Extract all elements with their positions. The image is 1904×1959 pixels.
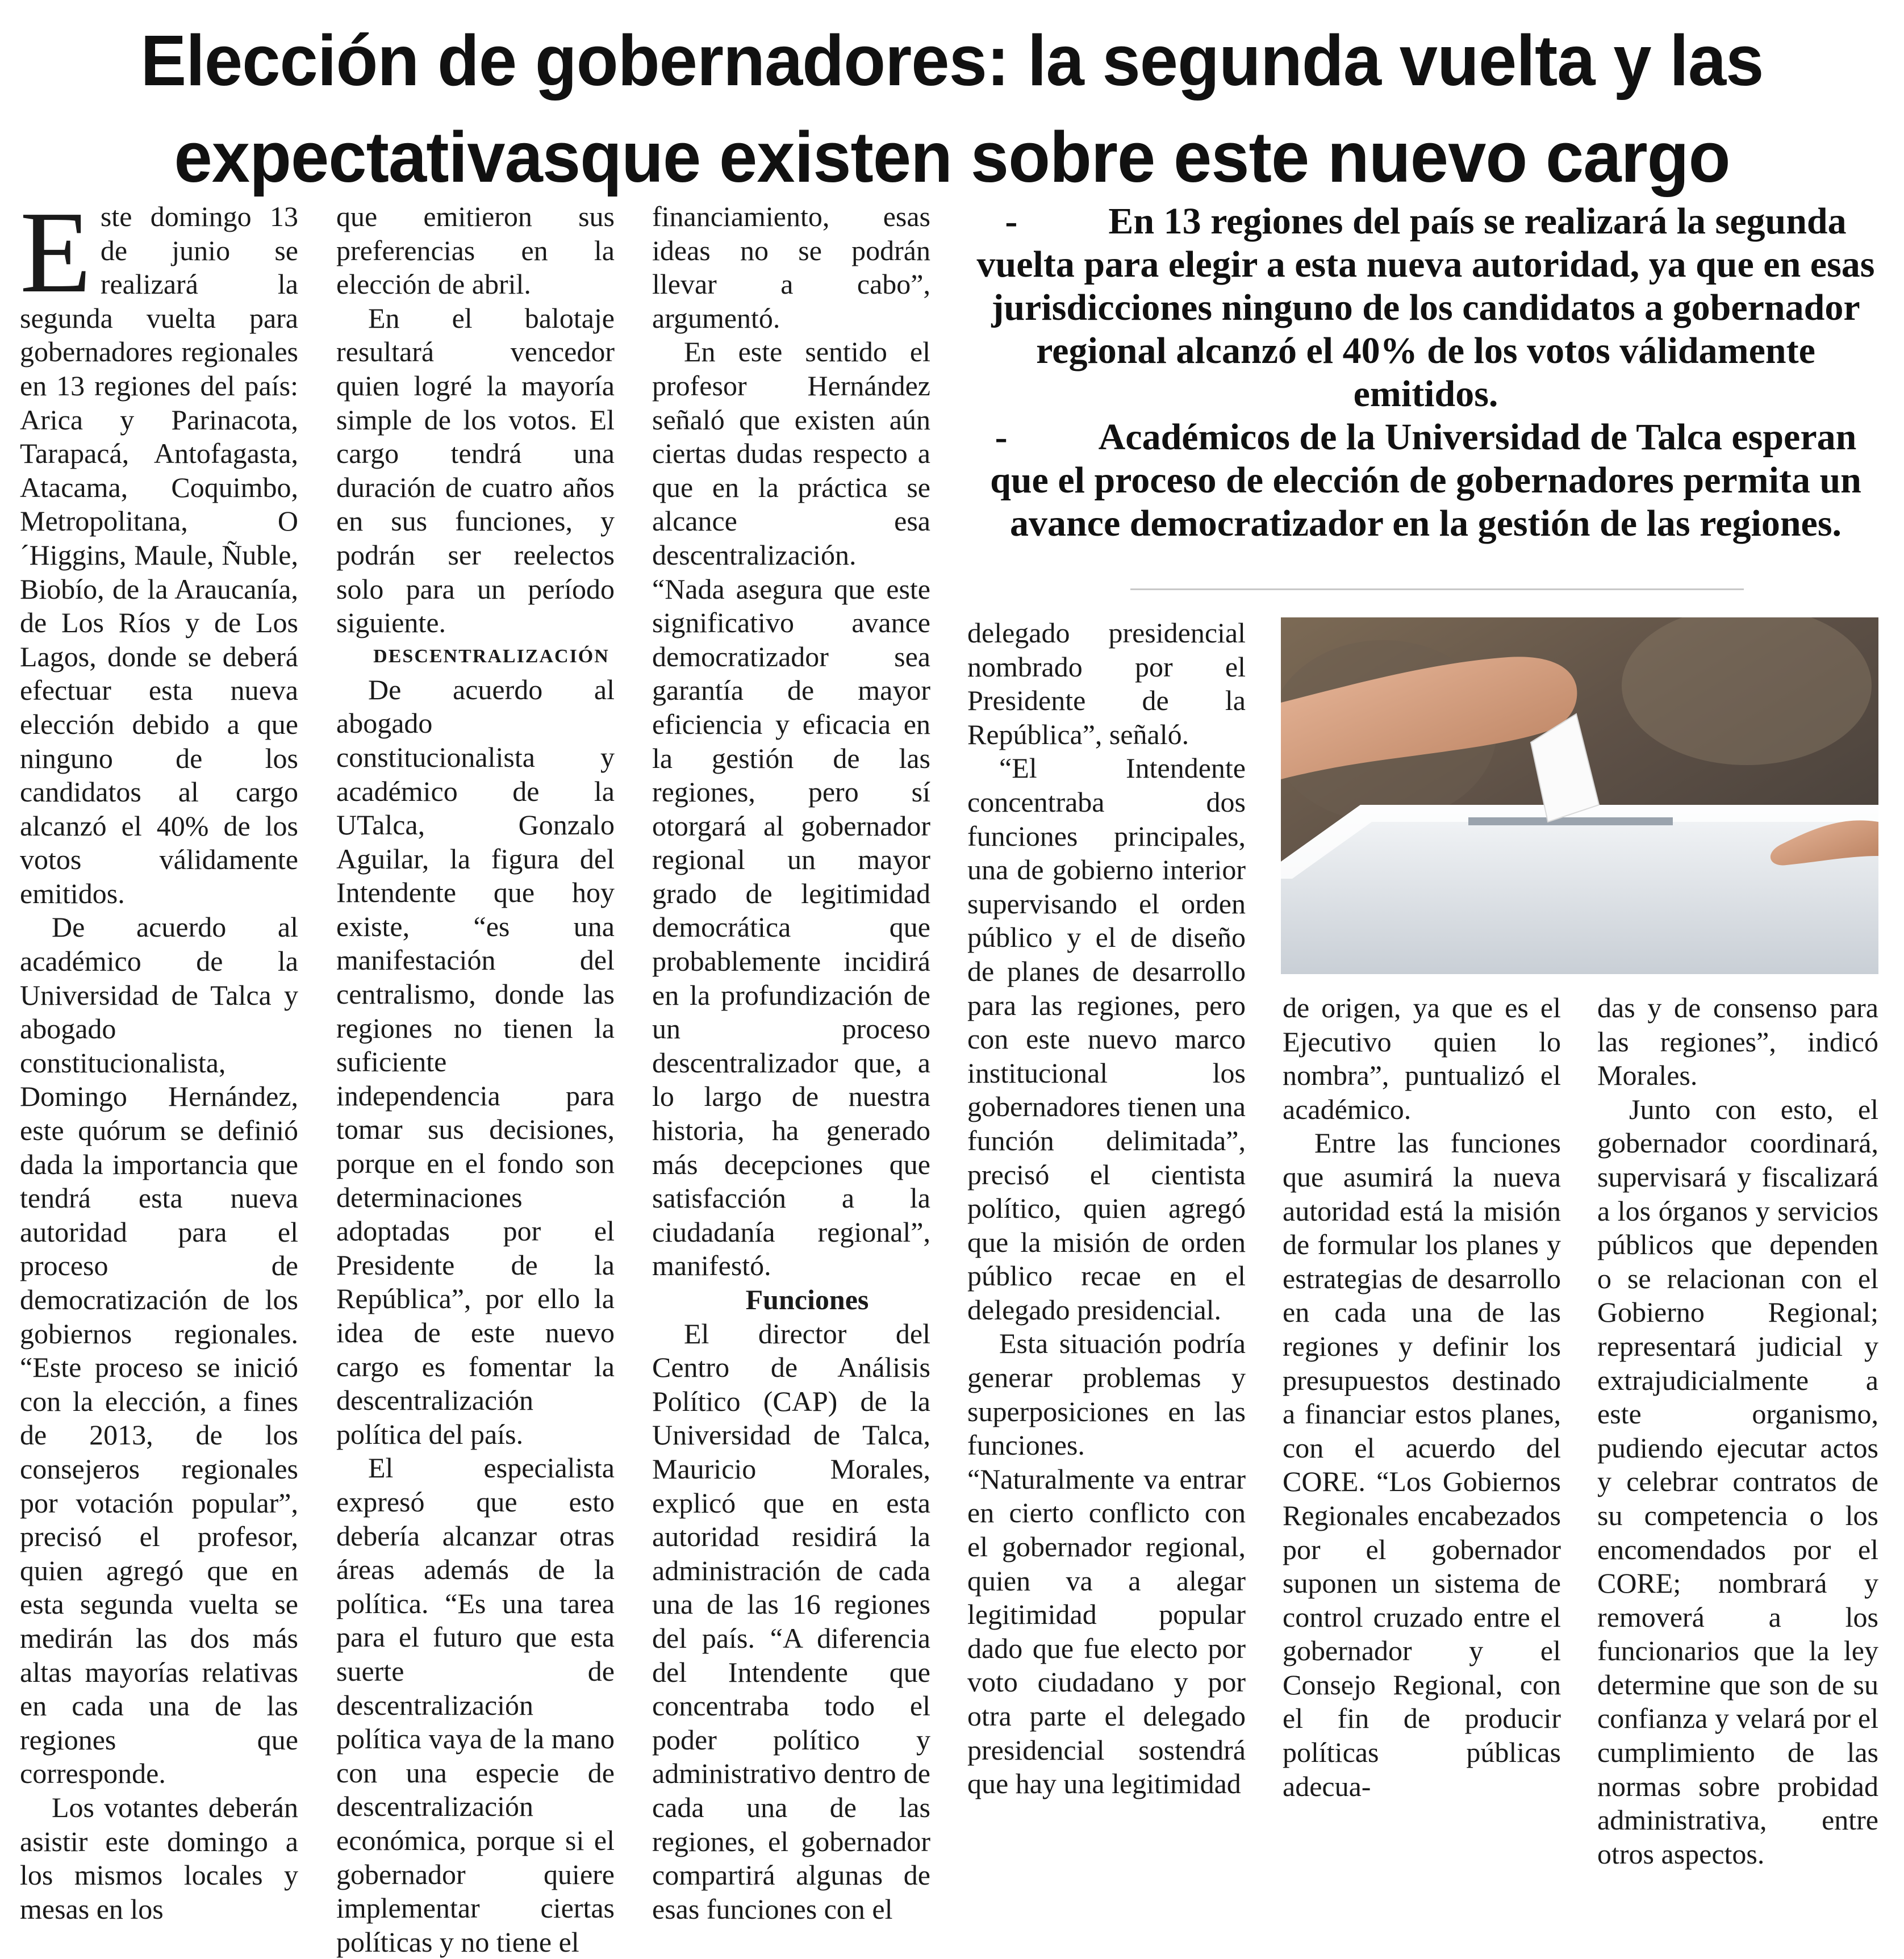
deck-bullet-2: - Académicos de la Universidad de Talca esperan que el proceso de elección de gobernadores permita un avance democratizador en la gestión de las regiones. [990, 416, 1861, 544]
paragraph: En este sentido el profesor Hernández señaló que existen aún ciertas dudas respecto a que en la práctica se alcance esa descentralización. “Nada asegura que este significativo avance democratizador sea garantía de mayor eficiencia y eficacia en la gestión de las regiones, pero sí otorgará al gobernador regional un mayor grado de legitimidad democrática que probablemente incidirá en la profundización de un proceso descentralizador que, a lo largo de nuestra historia, ha generado más decepciones que satisfacción a la ciudadanía regional”, manifestó. [652, 336, 930, 1282]
article-column-4 [967, 616, 1246, 1801]
paragraph: Este domingo 13 de junio se realizará la segunda vuelta para gobernadores regionales en 13 regiones del país: Arica y Parinacota, Tarapacá, Antofagasta, Atacama, Coquimbo, Metropolitana, O´Higgins, Maule, Ñuble, Biobío, de la Araucanía, de Los Ríos y de Los Lagos, donde se deberá efectuar esta nueva elección debido a que ninguno de los candidatos al cargo alcanzó el 40% de los votos válidamente emitidos. [20, 187, 298, 909]
ballot-box-photo [1281, 617, 1878, 974]
article-column-3 [652, 200, 930, 1926]
paragraph: De acuerdo al abogado constitucionalista y académico de la UTalca, Gonzalo Aguilar, la figura del Intendente que hoy existe, “es una manifestación del centralismo, donde las regiones no tienen la suficiente independencia para tomar sus decisiones, porque en el fondo son determinaciones adoptadas por el Presidente de la República”, por ello la idea de este nuevo cargo es fomentar la descentralización política del país. [336, 673, 615, 1450]
paragraph: Los votantes deberán asistir este domingo a los mismos locales y mesas en los [20, 1791, 298, 1925]
paragraph: das y de consenso para las regiones”, indicó Morales. [1597, 992, 1878, 1092]
paragraph: El director del Centro de Análisis Político (CAP) de la Universidad de Talca, Mauricio Morales, explicó que en esta autoridad residirá la administración de cada una de las 16 regiones del país. “A diferencia del Intendente que concentraba todo el poder político y administrativo dentro de cada una de las regiones, el gobernador compartirá algunas de esas funciones con el [652, 1317, 930, 1925]
paragraph: financiamiento, esas ideas no se podrán llevar a cabo”, argumentó. [652, 201, 930, 334]
paragraph: que emitieron sus preferencias en la elección de abril. [336, 201, 615, 300]
article-headline [71, 12, 1834, 206]
article-column-6 [1597, 991, 1878, 1871]
article-column-1 [20, 187, 298, 1926]
article-deck [966, 200, 1886, 545]
ballot-slot [1468, 817, 1673, 825]
section-subhead-funciones: Funciones [745, 1284, 869, 1315]
article-column-2 [336, 200, 615, 1959]
paragraph: delegado presidencial nombrado por el Presidente de la República”, señaló. [967, 617, 1246, 750]
deck-divider [1130, 588, 1744, 590]
deck-bullet-1: - En 13 regiones del país se realizará la segunda vuelta para elegir a esta nueva autoridad, ya que en esas jurisdicciones ninguno de los candidatos a gobernador regional alcanzó el 40% de los votos válidamente emitidos. [976, 201, 1875, 415]
paragraph: Esta situación podría generar problemas y superposiciones en las funciones. “Naturalmente va entrar en cierto conflicto con el gobernador regional, quien va a alegar legitimidad popular dado que fue electo por voto ciudadano y por otra parte el delegado presidencial sostendrá que hay una legitimidad [967, 1327, 1246, 1800]
deck-dash: - [1005, 201, 1018, 242]
paragraph: Entre las funciones que asumirá la nueva autoridad está la misión de formular los planes y estrategias de desarrollo en cada una de las regiones y definir los presupuestos destinado a financiar estos planes, con el acuerdo del CORE. “Los Gobiernos Regionales encabezados por el gobernador suponen un sistema de control cruzado entre el gobernador y el Consejo Regional, con el fin de producir políticas públicas adecua- [1283, 1127, 1561, 1802]
ballot-box [1281, 805, 1878, 974]
section-subhead-descentralizacion: DESCENTRALIZACIÓN [373, 645, 609, 667]
ballot-photo-illustration [1281, 617, 1878, 974]
paragraph: De acuerdo al académico de la Universidad de Talca y abogado constitucionalista, Domingo Hernández, este quórum se definió dada la importancia que tendrá esta nueva autoridad para el proceso de democratización de los gobiernos regionales. “Este proceso se inició con la elección, a fines de 2013, de los consejeros regionales por votación popular”, precisó el profesor, quien agregó que en esta segunda vuelta se medirán las dos más altas mayorías relativas en cada una de las regiones que corresponde. [20, 911, 298, 1790]
article-column-5 [1283, 991, 1561, 1803]
paragraph: Junto con esto, el gobernador coordinará, supervisará y fiscalizará a los órganos y servicios públicos que dependen o se relacionan con el Gobierno Regional; representará judicial y extrajudicialmente a este organismo, pudiendo ejecutar actos y celebrar contratos de su competencia o los encomendados por el CORE; nombrará y removerá a los funcionarios que la ley determine que son de su confianza y velará por el cumplimiento de las normas sobre probidad administrativa, entre otros aspectos. [1597, 1093, 1878, 1870]
paragraph: de origen, ya que es el Ejecutivo quien lo nombra”, puntualizó el académico. [1283, 992, 1561, 1125]
paragraph: “El Intendente concentraba dos funciones principales, una de gobierno interior supervisando el orden público y el de diseño de planes de desarrollo para las regiones, pero con este nuevo marco institucional los gobernadores tienen una función delimitada”, precisó el cientista político, quien agregó que la misión de orden público recae en el delegado presidencial. [967, 752, 1246, 1326]
drop-cap: E [20, 187, 91, 317]
headline-line-1: Elección de gobernadores: la segunda vuelta y las [140, 20, 1764, 101]
paragraph: En el balotaje resultará vencedor quien logré la mayoría simple de los votos. El cargo tendrá una duración de cuatro años en sus funciones, y podrán ser reelectos solo para un período siguiente. [336, 302, 615, 639]
headline-line-2: expectativasque existen sobre este nuevo cargo [174, 117, 1730, 197]
deck-dash: - [995, 416, 1008, 458]
paragraph: El especialista expresó que esto debería alcanzar otras áreas además de la política. “Es una tarea para el futuro que esta suerte de descentralización política vaya de la mano con una especie de descentralización económica, porque si el gobernador quiere implementar ciertas políticas y no tiene el [336, 1452, 615, 1958]
